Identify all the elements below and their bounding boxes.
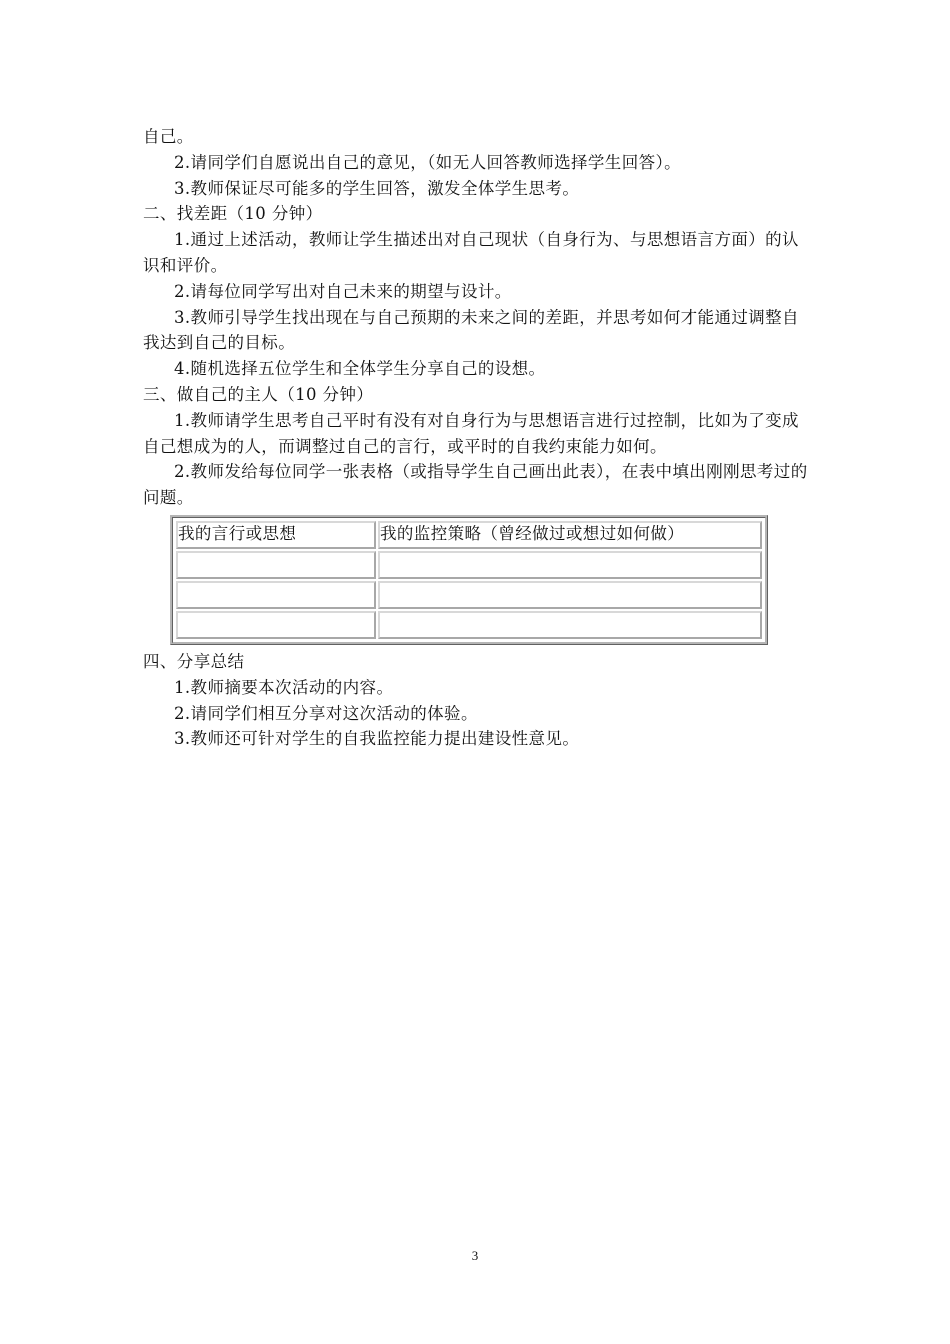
text-line: 自己。	[143, 127, 194, 146]
table-header-cell: 我的言行或思想	[176, 521, 376, 549]
section-heading: 二、找差距（10 分钟）	[143, 204, 323, 224]
paragraph: 1.教师请学生思考自己平时有没有对自身行为与思想语言进行过控制，比如为了变成自己想成为的人，而调整过自己的言行，或平时的自我约束能力如何。	[143, 410, 799, 456]
text-line: 2.请每位同学写出对自己未来的期望与设计。	[174, 281, 512, 301]
text-line: 2.请同学们自愿说出自己的意见，（如无人回答教师选择学生回答）。	[174, 152, 682, 172]
table-cell	[378, 611, 762, 639]
document-body	[143, 124, 813, 752]
section-heading: 三、做自己的主人（10 分钟）	[143, 384, 374, 404]
text-line: 3.教师还可针对学生的自我监控能力提出建设性意见。	[174, 729, 580, 749]
table-cell	[378, 551, 762, 579]
table-cell	[176, 551, 376, 579]
section-heading: 四、分享总结	[143, 651, 245, 671]
table-row	[176, 581, 762, 609]
table-cell	[176, 581, 376, 609]
paragraph: 1.通过上述活动，教师让学生描述出对自己现状（自身行为、与思想语言方面）的认识和评价。	[143, 230, 799, 275]
text-line: 4.随机选择五位学生和全体学生分享自己的设想。	[174, 359, 546, 379]
table-cell	[176, 611, 376, 639]
text-line: 1.教师摘要本次活动的内容。	[174, 677, 394, 697]
monitor-table-frame	[170, 515, 768, 645]
monitor-table	[174, 519, 764, 641]
table-header-cell: 我的监控策略（曾经做过或想过如何做）	[378, 521, 762, 549]
table-row	[176, 551, 762, 579]
table-header-row	[176, 521, 762, 549]
page-number: 3	[471, 1248, 479, 1263]
paragraph: 3.教师引导学生找出现在与自己预期的未来之间的差距，并思考如何才能通过调整自我达到自己的目标。	[143, 307, 799, 353]
text-line: 3.教师保证尽可能多的学生回答，激发全体学生思考。	[174, 178, 580, 198]
table-cell	[378, 581, 762, 609]
text-line: 2.请同学们相互分享对这次活动的体验。	[174, 703, 478, 723]
paragraph: 2.教师发给每位同学一张表格（或指导学生自己画出此表），在表中填出刚刚思考过的问题。	[143, 462, 808, 508]
table-row	[176, 611, 762, 639]
